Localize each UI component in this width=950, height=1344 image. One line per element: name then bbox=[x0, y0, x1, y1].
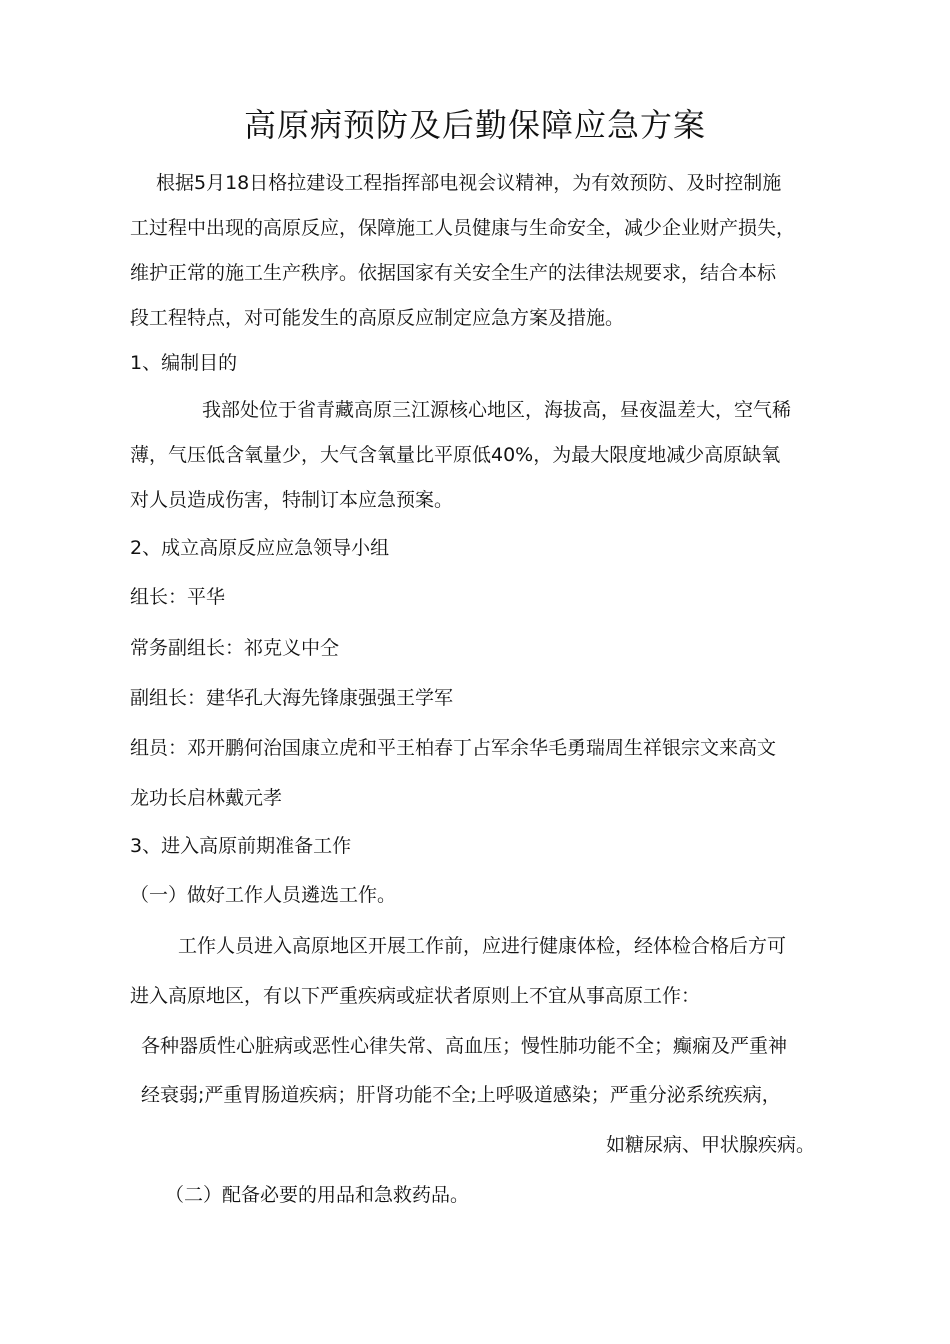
health-check-line-1: 工作人员进入高原地区开展工作前，应进行健康体检，经体检合格后方可 bbox=[178, 935, 787, 957]
section-1-line-1: 我部处位于省青藏高原三江源核心地区，海拔高，昼夜温差大，空气稀 bbox=[202, 399, 792, 421]
diseases-line-2: 经衰弱;严重胃肠道疾病；肝肾功能不全;上呼吸道感染；严重分泌系统疾病， bbox=[141, 1084, 781, 1106]
section-2-heading: 2、成立高原反应应急领导小组 bbox=[130, 537, 390, 559]
section-1-line-3: 对人员造成伤害，特制订本应急预案。 bbox=[130, 489, 454, 511]
section-3-heading: 3、进入高原前期准备工作 bbox=[130, 835, 352, 857]
deputy-leaders: 副组长：建华孔大海先锋康强强王学军 bbox=[130, 687, 454, 709]
section-1-heading: 1、编制目的 bbox=[130, 352, 238, 374]
intro-line-1: 根据5月18日格拉建设工程指挥部电视会议精神，为有效预防、及时控制施 bbox=[156, 172, 782, 194]
members-line-1: 组员：邓开鹏何治国康立虎和平王柏春丁占军余华毛勇瑞周生祥银宗文来高文 bbox=[130, 737, 777, 759]
intro-line-3: 维护正常的施工生产秩序。依据国家有关安全生产的法律法规要求，结合本标 bbox=[130, 262, 777, 284]
subsection-2-heading: （二）配备必要的用品和急救药品。 bbox=[165, 1184, 470, 1206]
document-title: 高原病预防及后勤保障应急方案 bbox=[243, 106, 706, 144]
health-check-line-2: 进入高原地区，有以下严重疾病或症状者原则上不宜从事高原工作： bbox=[130, 985, 701, 1007]
group-leader: 组长：平华 bbox=[130, 586, 226, 608]
diseases-line-3: 如糖尿病、甲状腺疾病。 bbox=[606, 1134, 816, 1156]
intro-line-2: 工过程中出现的高原反应，保障施工人员健康与生命安全，减少企业财产损失， bbox=[130, 217, 796, 239]
section-1-line-2: 薄，气压低含氧量少，大气含氧量比平原低40%，为最大限度地减少高原缺氧 bbox=[130, 444, 781, 466]
subsection-1-heading: （一）做好工作人员遴选工作。 bbox=[130, 884, 397, 906]
members-line-2: 龙功长启林戴元孝 bbox=[130, 787, 283, 809]
executive-deputy-leader: 常务副组长：祁克义中仝 bbox=[130, 637, 340, 659]
intro-line-4: 段工程特点，对可能发生的高原反应制定应急方案及措施。 bbox=[130, 307, 625, 329]
diseases-line-1: 各种器质性心脏病或恶性心律失常、高血压；慢性肺功能不全；癫痫及严重神 bbox=[141, 1035, 788, 1057]
